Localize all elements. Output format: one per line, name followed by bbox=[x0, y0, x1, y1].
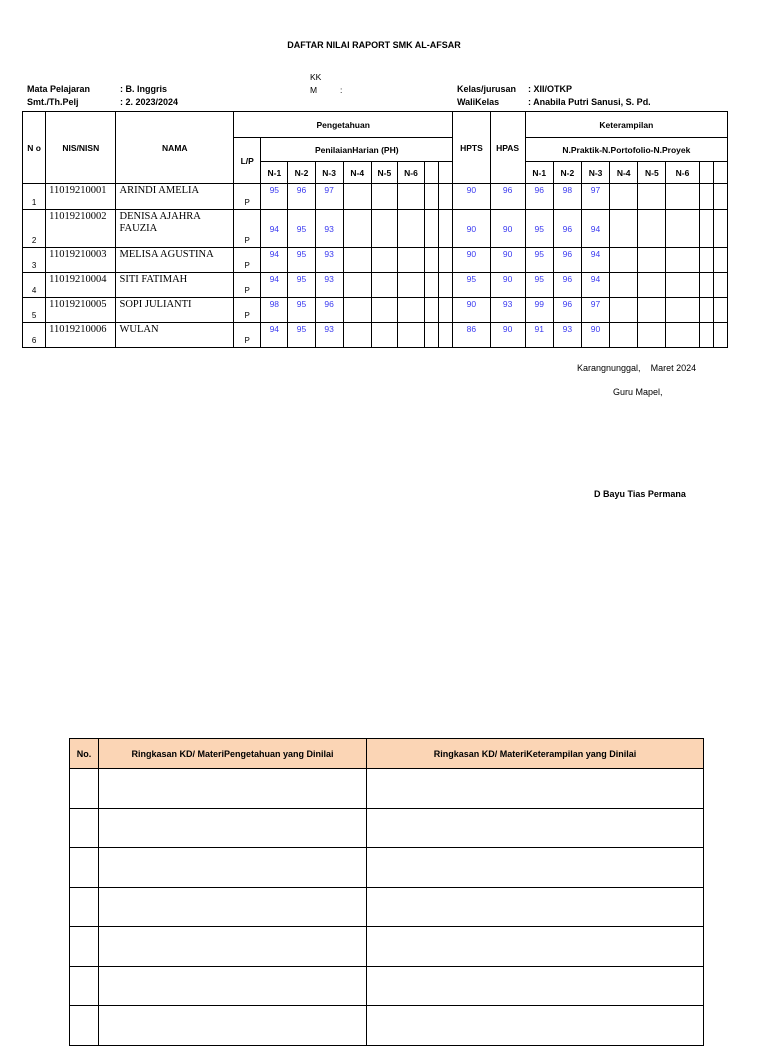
row-ket-n5 bbox=[638, 210, 666, 248]
row-lp: P bbox=[234, 273, 261, 298]
row-ket-n5 bbox=[638, 248, 666, 273]
header-ph-n1: N-1 bbox=[261, 162, 288, 184]
smt-value: : 2. 2023/2024 bbox=[120, 97, 179, 107]
kd-row bbox=[70, 887, 704, 927]
row-ph-extra bbox=[425, 184, 439, 210]
kkm-label-bottom: M bbox=[310, 85, 318, 95]
row-ph-n6 bbox=[397, 210, 424, 248]
row-ket-n4 bbox=[610, 248, 638, 273]
row-nis: 11019210004 bbox=[46, 273, 116, 298]
row-ph-n3: 97 bbox=[315, 184, 343, 210]
row-ph-extra bbox=[439, 210, 453, 248]
kd-cell[interactable] bbox=[70, 848, 99, 888]
row-ph-extra bbox=[425, 248, 439, 273]
kd-row bbox=[70, 769, 704, 809]
kd-cell[interactable] bbox=[70, 887, 99, 927]
row-ph-n4 bbox=[343, 248, 371, 273]
header-ph-n6: N-6 bbox=[397, 162, 424, 184]
kkm-colon: : bbox=[340, 85, 343, 95]
header-ket-n1: N-1 bbox=[525, 162, 553, 184]
header-ket-n2: N-2 bbox=[553, 162, 581, 184]
row-ket-n1: 99 bbox=[525, 298, 553, 323]
row-ph-n4 bbox=[343, 298, 371, 323]
row-ket-n2: 93 bbox=[553, 323, 581, 348]
row-ket-n5 bbox=[638, 273, 666, 298]
header-lp: L/P bbox=[234, 138, 261, 184]
row-ph-n4 bbox=[343, 273, 371, 298]
row-ket-n5 bbox=[638, 323, 666, 348]
header-pengetahuan: Pengetahuan bbox=[234, 112, 453, 138]
row-ket-extra bbox=[713, 273, 727, 298]
row-ket-n2: 96 bbox=[553, 248, 581, 273]
kd-cell[interactable] bbox=[367, 927, 704, 967]
row-ket-n6 bbox=[666, 298, 699, 323]
row-ph-n3: 93 bbox=[315, 248, 343, 273]
header-ket-n4: N-4 bbox=[610, 162, 638, 184]
row-hpas: 90 bbox=[490, 323, 525, 348]
row-ph-n2: 95 bbox=[288, 210, 315, 248]
row-nis: 11019210006 bbox=[46, 323, 116, 348]
row-ket-n4 bbox=[610, 323, 638, 348]
row-lp: P bbox=[234, 298, 261, 323]
kd-row bbox=[70, 1006, 704, 1046]
row-ph-extra bbox=[439, 273, 453, 298]
row-ket-extra bbox=[713, 298, 727, 323]
table-row bbox=[23, 273, 728, 298]
grade-table bbox=[22, 111, 728, 348]
row-ket-n1: 95 bbox=[525, 248, 553, 273]
walikelas-value: : Anabila Putri Sanusi, S. Pd. bbox=[528, 97, 651, 107]
row-ph-n1: 94 bbox=[261, 323, 288, 348]
row-ph-n5 bbox=[371, 323, 397, 348]
row-ph-extra bbox=[439, 184, 453, 210]
kd-cell[interactable] bbox=[367, 1006, 704, 1046]
row-ket-n1: 96 bbox=[525, 184, 553, 210]
row-nama: SITI FATIMAH bbox=[116, 273, 234, 298]
walikelas-label: WaliKelas bbox=[457, 97, 500, 107]
header-ph-n5: N-5 bbox=[371, 162, 397, 184]
row-ph-n3: 96 bbox=[315, 298, 343, 323]
row-ket-n3: 97 bbox=[581, 298, 609, 323]
row-ph-n6 bbox=[397, 323, 424, 348]
kelas-value: : XII/OTKP bbox=[528, 84, 573, 94]
row-no: 3 bbox=[23, 248, 46, 273]
row-ket-n3: 94 bbox=[581, 248, 609, 273]
mapel-label: Mata Pelajaran bbox=[27, 84, 91, 94]
row-ket-extra bbox=[699, 248, 713, 273]
kd-cell[interactable] bbox=[367, 848, 704, 888]
row-lp: P bbox=[234, 248, 261, 273]
row-ket-n1: 95 bbox=[525, 210, 553, 248]
header-ket-n6: N-6 bbox=[666, 162, 699, 184]
kkm-label-top: KK bbox=[310, 72, 322, 82]
row-nama: DENISA AJAHRA FAUZIA bbox=[116, 210, 234, 248]
mapel-value: : B. Inggris bbox=[120, 84, 167, 94]
row-ph-n6 bbox=[397, 273, 424, 298]
row-ph-n1: 94 bbox=[261, 248, 288, 273]
row-ket-extra bbox=[713, 184, 727, 210]
row-ph-n3: 93 bbox=[315, 273, 343, 298]
row-ket-extra bbox=[699, 273, 713, 298]
table-row bbox=[23, 298, 728, 323]
row-ket-n4 bbox=[610, 273, 638, 298]
kd-cell[interactable] bbox=[99, 769, 367, 809]
row-ph-n1: 98 bbox=[261, 298, 288, 323]
kd-cell[interactable] bbox=[99, 848, 367, 888]
kd-cell[interactable] bbox=[70, 1006, 99, 1046]
row-ph-n5 bbox=[371, 210, 397, 248]
kd-row bbox=[70, 848, 704, 888]
row-ph-extra bbox=[439, 248, 453, 273]
row-hpts: 90 bbox=[453, 184, 490, 210]
row-nama: MELISA AGUSTINA bbox=[116, 248, 234, 273]
kd-cell[interactable] bbox=[99, 887, 367, 927]
row-ph-n5 bbox=[371, 248, 397, 273]
header-ph-n2: N-2 bbox=[288, 162, 315, 184]
row-ket-n1: 91 bbox=[525, 323, 553, 348]
row-nis: 11019210002 bbox=[46, 210, 116, 248]
row-hpas: 93 bbox=[490, 298, 525, 323]
row-ket-n3: 94 bbox=[581, 273, 609, 298]
row-no: 1 bbox=[23, 184, 46, 210]
row-ph-extra bbox=[439, 323, 453, 348]
row-ket-n2: 96 bbox=[553, 273, 581, 298]
row-ket-n6 bbox=[666, 323, 699, 348]
header-hpts: HPTS bbox=[453, 112, 490, 184]
row-nama: ARINDI AMELIA bbox=[116, 184, 234, 210]
kd-cell[interactable] bbox=[70, 927, 99, 967]
row-ket-extra bbox=[699, 184, 713, 210]
row-hpts: 95 bbox=[453, 273, 490, 298]
row-hpas: 96 bbox=[490, 184, 525, 210]
row-nama: WULAN bbox=[116, 323, 234, 348]
row-ph-extra bbox=[439, 298, 453, 323]
header-ph-n4: N-4 bbox=[343, 162, 371, 184]
row-ph-extra bbox=[425, 273, 439, 298]
kelas-label: Kelas/jurusan bbox=[457, 84, 517, 94]
row-ket-n3: 97 bbox=[581, 184, 609, 210]
row-lp: P bbox=[234, 323, 261, 348]
header-nis: NIS/NISN bbox=[46, 112, 116, 184]
header-keterampilan: Keterampilan bbox=[525, 112, 727, 138]
row-nis: 11019210005 bbox=[46, 298, 116, 323]
row-ph-n3: 93 bbox=[315, 210, 343, 248]
row-ph-n6 bbox=[397, 298, 424, 323]
header-penilaian-harian: PenilaianHarian (PH) bbox=[261, 138, 453, 162]
table-row bbox=[23, 248, 728, 273]
kd-header-keterampilan: Ringkasan KD/ MateriKeterampilan yang Dinilai bbox=[367, 739, 704, 769]
kd-summary-table bbox=[69, 738, 704, 1046]
row-ket-n3: 90 bbox=[581, 323, 609, 348]
kd-cell[interactable] bbox=[99, 1006, 367, 1046]
kd-cell[interactable] bbox=[70, 808, 99, 848]
row-ph-n1: 94 bbox=[261, 210, 288, 248]
row-ket-extra bbox=[713, 210, 727, 248]
header-ket-n3: N-3 bbox=[581, 162, 609, 184]
header-no: N o bbox=[23, 112, 46, 184]
signature-month: Maret 2024 bbox=[650, 363, 697, 373]
row-ph-n2: 95 bbox=[288, 273, 315, 298]
kd-cell[interactable] bbox=[367, 966, 704, 1006]
row-ph-extra bbox=[425, 210, 439, 248]
row-ph-n2: 95 bbox=[288, 248, 315, 273]
row-ph-n5 bbox=[371, 184, 397, 210]
row-ket-n5 bbox=[638, 298, 666, 323]
row-ket-extra bbox=[713, 248, 727, 273]
signature-date bbox=[577, 363, 696, 373]
row-ph-n3: 93 bbox=[315, 323, 343, 348]
kd-cell[interactable] bbox=[99, 966, 367, 1006]
row-ph-n1: 95 bbox=[261, 184, 288, 210]
row-ket-n1: 95 bbox=[525, 273, 553, 298]
table-row bbox=[23, 210, 728, 248]
document-title: DAFTAR NILAI RAPORT SMK AL-AFSAR bbox=[287, 40, 461, 50]
row-no: 6 bbox=[23, 323, 46, 348]
kd-row bbox=[70, 966, 704, 1006]
row-ket-extra bbox=[713, 323, 727, 348]
row-no: 5 bbox=[23, 298, 46, 323]
row-ket-n3: 94 bbox=[581, 210, 609, 248]
signer-name: D Bayu Tias Permana bbox=[594, 489, 686, 499]
row-nama: SOPI JULIANTI bbox=[116, 298, 234, 323]
row-ket-n4 bbox=[610, 298, 638, 323]
kd-cell[interactable] bbox=[367, 887, 704, 927]
kd-row bbox=[70, 808, 704, 848]
row-hpts: 86 bbox=[453, 323, 490, 348]
row-ket-n6 bbox=[666, 248, 699, 273]
row-ph-extra bbox=[425, 298, 439, 323]
kd-header-pengetahuan: Ringkasan KD/ MateriPengetahuan yang Dinilai bbox=[99, 739, 367, 769]
kd-row bbox=[70, 927, 704, 967]
row-hpas: 90 bbox=[490, 248, 525, 273]
kd-cell[interactable] bbox=[70, 769, 99, 809]
header-nama: NAMA bbox=[116, 112, 234, 184]
row-ph-n6 bbox=[397, 184, 424, 210]
row-ket-n6 bbox=[666, 273, 699, 298]
row-ph-n2: 96 bbox=[288, 184, 315, 210]
row-ket-extra bbox=[699, 210, 713, 248]
header-praktik-portofolio-proyek: N.Praktik-N.Portofolio-N.Proyek bbox=[525, 138, 727, 162]
header-ket-n5: N-5 bbox=[638, 162, 666, 184]
row-hpas: 90 bbox=[490, 273, 525, 298]
header-ph-extra-1 bbox=[425, 162, 439, 184]
smt-label: Smt./Th.Pelj bbox=[27, 97, 79, 107]
row-ph-extra bbox=[425, 323, 439, 348]
row-hpas: 90 bbox=[490, 210, 525, 248]
kd-cell[interactable] bbox=[99, 927, 367, 967]
kd-cell[interactable] bbox=[99, 808, 367, 848]
table-row bbox=[23, 323, 728, 348]
row-ph-n2: 95 bbox=[288, 298, 315, 323]
row-no: 4 bbox=[23, 273, 46, 298]
table-row bbox=[23, 184, 728, 210]
row-nis: 11019210003 bbox=[46, 248, 116, 273]
row-ph-n5 bbox=[371, 298, 397, 323]
row-no: 2 bbox=[23, 210, 46, 248]
row-hpts: 90 bbox=[453, 298, 490, 323]
row-ket-n5 bbox=[638, 184, 666, 210]
row-hpts: 90 bbox=[453, 210, 490, 248]
header-hpas: HPAS bbox=[490, 112, 525, 184]
header-ket-extra-2 bbox=[713, 162, 727, 184]
row-ph-n1: 94 bbox=[261, 273, 288, 298]
row-lp: P bbox=[234, 210, 261, 248]
row-ket-extra bbox=[699, 298, 713, 323]
row-ket-n6 bbox=[666, 184, 699, 210]
row-lp: P bbox=[234, 184, 261, 210]
kd-cell[interactable] bbox=[70, 966, 99, 1006]
kd-cell[interactable] bbox=[367, 808, 704, 848]
signature-role: Guru Mapel, bbox=[613, 387, 663, 397]
row-ph-n6 bbox=[397, 248, 424, 273]
row-ph-n2: 95 bbox=[288, 323, 315, 348]
row-hpts: 90 bbox=[453, 248, 490, 273]
row-ket-n2: 96 bbox=[553, 210, 581, 248]
row-ph-n4 bbox=[343, 210, 371, 248]
header-ket-extra-1 bbox=[699, 162, 713, 184]
header-ph-n3: N-3 bbox=[315, 162, 343, 184]
row-nis: 11019210001 bbox=[46, 184, 116, 210]
row-ket-extra bbox=[699, 323, 713, 348]
row-ket-n2: 96 bbox=[553, 298, 581, 323]
row-ph-n5 bbox=[371, 273, 397, 298]
row-ket-n2: 98 bbox=[553, 184, 581, 210]
row-ket-n4 bbox=[610, 184, 638, 210]
kd-header-no: No. bbox=[70, 739, 99, 769]
row-ph-n4 bbox=[343, 323, 371, 348]
kd-cell[interactable] bbox=[367, 769, 704, 809]
row-ket-n4 bbox=[610, 210, 638, 248]
header-ph-extra-2 bbox=[439, 162, 453, 184]
row-ket-n6 bbox=[666, 210, 699, 248]
row-ph-n4 bbox=[343, 184, 371, 210]
signature-place: Karangnunggal, bbox=[577, 363, 641, 373]
